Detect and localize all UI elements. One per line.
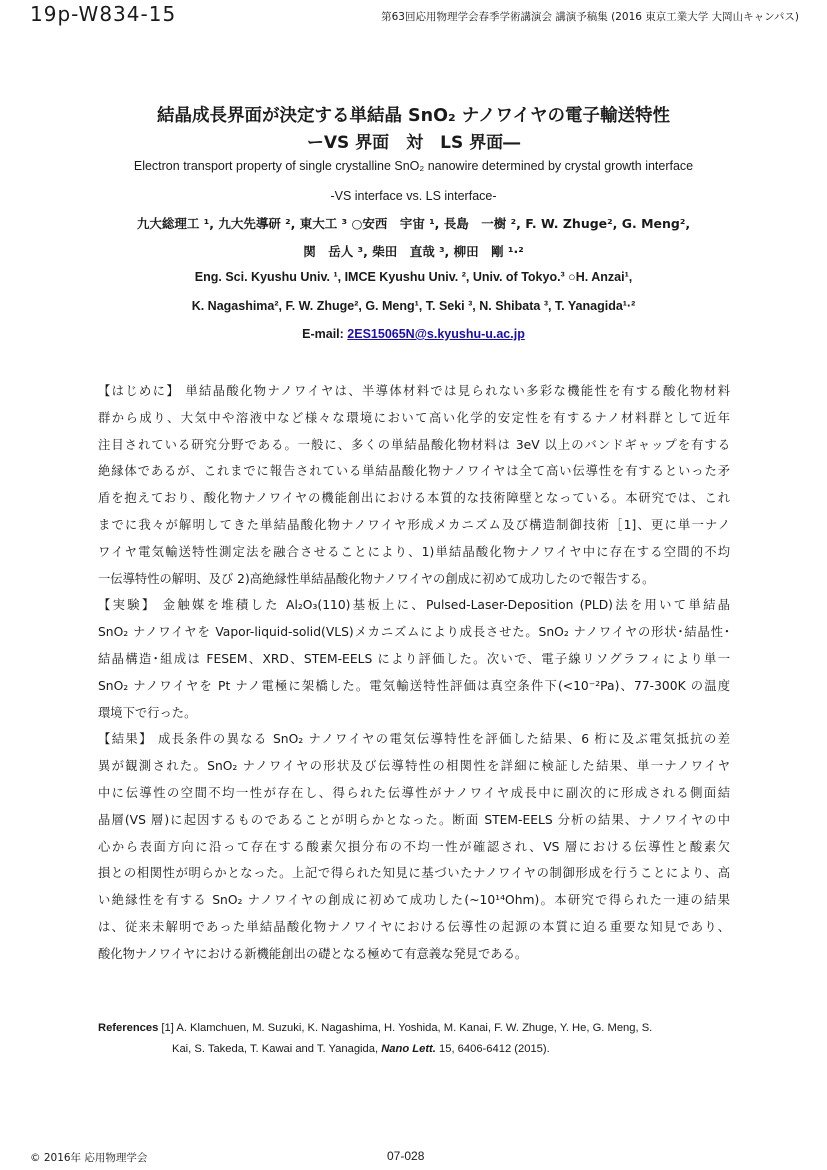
body-line: 結晶構造･組成は FESEM、XRD、STEM-EELS により評価した。次いで、電子線リソグラフィにより単一 [98,651,730,666]
body-line: 心から表面方向に沿って存在する酸素欠損分布の不均一性が確認され、VS 層における伝導性と酸素欠 [98,839,730,854]
conference-header: 第63回応用物理学会春季学術講演会 講演予稿集 (2016 東京工業大学 大岡山キャンパス) [381,11,799,23]
body-line: 異が観測された。SnO₂ ナノワイヤの形状及び伝導特性の相関性を詳細に検証した結果、単一ナノワイヤ [98,759,730,774]
email-link[interactable]: 2ES15065N@s.kyushu-u.ac.jp [347,327,525,341]
body-line: 【実験】 金触媒を堆積した Al₂O₃(110)基板上に、Pulsed-Laser-Deposition (PLD)法を用いて単結晶 [98,598,730,613]
body-line: 絶縁体であるが、これまでに報告されている単結晶酸化物ナノワイヤは全て高い伝導性を有するといった矛 [98,464,730,479]
reference-volume: 15, 6406-6412 (2015). [435,1043,550,1055]
subtitle-english: -VS interface vs. LS interface- [330,189,497,203]
body-line: い絶縁性を有する SnO₂ ナノワイヤの創成に初めて成功した(~10¹⁴Ohm)。本研究で得られた一連の結果 [98,893,730,908]
body-line: 盾を抱えており、酸化物ナノワイヤの機能創出における本質的な技術障壁となっている。本研究では、これ [98,491,730,506]
authors-japanese-line-1: 九大総理工 ¹, 九大先導研 ², 東大工 ³ ○安西 宇宙 ¹, 長島 一樹 ², F. W. Zhuge², G. Meng², [136,216,691,231]
authors-japanese-line-2: 関 岳人 ³, 柴田 直哉 ³, 柳田 剛 ¹·² [303,244,524,259]
reference-authors-end: Kai, S. Takeda, T. Kawai and T. Yanagida, [172,1043,382,1055]
section-results [98,726,730,967]
email-label: E-mail: [302,327,348,341]
body-line: 環境下で行った。 [98,705,197,720]
email-line [0,327,827,341]
body-line: 【結果】 成長条件の異なる SnO₂ ナノワイヤの電気伝導特性を評価した結果、6 桁に及ぶ電気抵抗の差 [98,732,730,747]
section-introduction [98,378,730,592]
title-english: Electron transport property of single crystalline SnO₂ nanowire determined by crystal growth interface [133,159,694,173]
body-line: までに我々が解明してきた単結晶酸化物ナノワイヤ形成メカニズム及び構造制御技術［1]、更に単一ナノ [98,517,730,532]
body-line: SnO₂ ナノワイヤを Pt ナノ電極に架橋した。電気輸送特性評価は真空条件下(<10⁻²Pa)、77-300K の温度 [98,678,730,693]
footer-page-number: 07-028 [387,1149,425,1163]
reference-journal: Nano Lett. [381,1043,436,1055]
references-label: References [98,1022,159,1034]
reference-1-line-2 [98,1039,730,1060]
body-line: 損との相関性が明らかとなった。上記で得られた知見に基づいたナノワイヤの制御形成を行うことにより、高 [98,866,730,881]
authors-english-line-2: K. Nagashima², F. W. Zhuge², G. Meng¹, T. Seki ³, N. Shibata ³, T. Yanagida¹·² [191,299,636,313]
body-line: 晶層(VS 層)に起因するものであることが明らかとなった。断面 STEM-EELS 分析の結果、ナノワイヤの中 [98,812,730,827]
paper-id: 19p-W834-15 [30,2,177,26]
subtitle-japanese: ーVS 界面 対 LS 界面― [306,133,521,153]
authors-english-line-1: Eng. Sci. Kyushu Univ. ¹, IMCE Kyushu Univ. ², Univ. of Tokyo.³ ○H. Anzai¹, [194,270,633,284]
body-line: 注目されている研究分野である。一般に、多くの単結晶酸化物材料は 3eV 以上のバンドギャップを有する [98,437,730,452]
section-experiment [98,592,730,726]
body-line: SnO₂ ナノワイヤを Vapor-liquid-solid(VLS)メカニズムにより成長させた。SnO₂ ナノワイヤの形状･結晶性･ [98,625,730,640]
references [98,1018,730,1060]
body-line: 【はじめに】 単結晶酸化物ナノワイヤは、半導体材料では見られない多彩な機能性を有する酸化物材料 [98,384,730,398]
abstract-body [98,378,730,968]
body-line: は、従来未解明であった単結晶酸化物ナノワイヤにおける伝導性の起源の本質に迫る重要な知見であり、 [98,919,730,934]
reference-1-line-1: [1] A. Klamchuen, M. Suzuki, K. Nagashima, H. Yoshida, M. Kanai, F. W. Zhuge, Y. He, G. Meng, S. [158,1022,653,1034]
body-line: 群から成り、大気中や溶液中など様々な環境において高い化学的安定性を有するナノ材料群として近年 [98,410,730,425]
body-line: 一伝導特性の解明、及び 2)高絶縁性単結晶酸化物ナノワイヤの創成に初めて成功したので報告する。 [98,571,655,586]
footer-copyright: © 2016年 応用物理学会 [30,1152,148,1164]
title-japanese: 結晶成長界面が決定する単結晶 SnO₂ ナノワイヤの電子輸送特性 [156,106,671,126]
body-line: ワイヤ電気輸送特性測定法を融合させることにより、1)単結晶酸化物ナノワイヤ中に存在する空間的不均 [98,544,730,559]
body-line: 中に伝導性の空間不均一性が存在し、得られた伝導性がナノワイヤ成長中に副次的に形成される側面結 [98,785,730,800]
body-line: 酸化物ナノワイヤにおける新機能創出の礎となる極めて有意義な発見である。 [98,946,528,961]
